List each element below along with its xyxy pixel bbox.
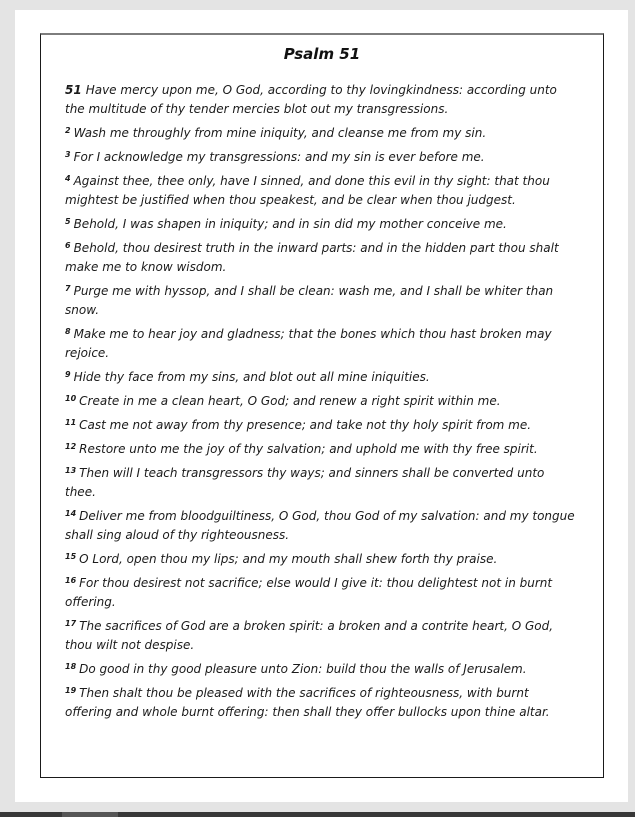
verse-text: Then will I teach transgressors thy ways; and sinners shall be converted unto thee. [65, 466, 545, 499]
verse-number: 14 [65, 509, 77, 518]
verse [65, 368, 579, 387]
verse [65, 239, 579, 277]
verse-text: Have mercy upon me, O God, according to thy lovingkindness: according unto the multitude of thy tender mercies blot out my transgressions. [65, 83, 557, 116]
verse-number: 18 [65, 662, 77, 671]
verse [65, 684, 579, 722]
verse [65, 617, 579, 655]
verse-text: Wash me throughly from mine iniquity, and cleanse me from my sin. [73, 126, 487, 140]
verse-number: 3 [65, 150, 71, 159]
verse [65, 416, 579, 435]
verse-number: 8 [65, 327, 71, 336]
verse [65, 172, 579, 210]
verse-text: For I acknowledge my transgressions: and my sin is ever before me. [73, 150, 485, 164]
verse-text: O Lord, open thou my lips; and my mouth shall shew forth thy praise. [79, 552, 498, 566]
verse [65, 464, 579, 502]
verse-text: Behold, thou desirest truth in the inward parts: and in the hidden part thou shalt make me to know wisdom. [65, 241, 559, 274]
verse [65, 215, 579, 234]
verse-number: 9 [65, 370, 71, 379]
verse [65, 325, 579, 363]
verse-number: 5 [65, 217, 71, 226]
verse-number: 6 [65, 241, 71, 250]
verse-text: Purge me with hyssop, and I shall be clean: wash me, and I shall be whiter than snow. [65, 284, 554, 317]
verse-number: 12 [65, 442, 77, 451]
verse-number: 15 [65, 552, 77, 561]
verse-text: Deliver me from bloodguiltiness, O God, thou God of my salvation: and my tongue shall sing aloud of thy righteousness. [65, 509, 575, 542]
verse-text: For thou desirest not sacrifice; else would I give it: thou delightest not in burnt offering. [65, 576, 553, 609]
verse-number: 4 [65, 174, 71, 183]
page-title: Psalm 51 [283, 45, 361, 63]
verse-number: 51 [65, 83, 82, 97]
verse-number: 13 [65, 466, 77, 475]
verse-number: 2 [65, 126, 71, 135]
verse-number: 19 [65, 686, 77, 695]
verse-text: Behold, I was shapen in iniquity; and in sin did my mother conceive me. [73, 217, 507, 231]
verse [65, 660, 579, 679]
verse-text: Do good in thy good pleasure unto Zion: build thou the walls of Jerusalem. [79, 662, 527, 676]
verse [65, 124, 579, 143]
verse-text: Hide thy face from my sins, and blot out all mine iniquities. [73, 370, 430, 384]
verse-text: Then shalt thou be pleased with the sacrifices of righteousness, with burnt offering and whole burnt offering: then shall they offer bullocks upon thine altar. [65, 686, 550, 719]
verse-number: 17 [65, 619, 77, 628]
verse-number: 10 [65, 394, 77, 403]
verse [65, 507, 579, 545]
verse-number: 16 [65, 576, 77, 585]
verse [65, 574, 579, 612]
verse [65, 440, 579, 459]
verse-text: Create in me a clean heart, O God; and renew a right spirit within me. [79, 394, 501, 408]
verse [65, 282, 579, 320]
verse [65, 148, 579, 167]
verse [65, 81, 579, 119]
verse-text: Restore unto me the joy of thy salvation; and uphold me with thy free spirit. [79, 442, 538, 456]
verse-text: The sacrifices of God are a broken spirit: a broken and a contrite heart, O God, thou wilt not despise. [65, 619, 554, 652]
bottom-bar-segment [62, 812, 118, 817]
verse [65, 550, 579, 569]
verse-text: Against thee, thee only, have I sinned, and done this evil in thy sight: that thou mightest be justified when thou speakest, and be clear when thou judgest. [65, 174, 550, 207]
verse-list [65, 81, 579, 722]
verse-text: Make me to hear joy and gladness; that the bones which thou hast broken may rejoice. [65, 327, 552, 360]
bottom-dark-bar [0, 812, 635, 817]
document-page [15, 10, 628, 802]
verse [65, 392, 579, 411]
document-frame [40, 33, 604, 778]
verse-number: 11 [65, 418, 77, 427]
verse-text: Cast me not away from thy presence; and take not thy holy spirit from me. [79, 418, 532, 432]
verse-number: 7 [65, 284, 71, 293]
